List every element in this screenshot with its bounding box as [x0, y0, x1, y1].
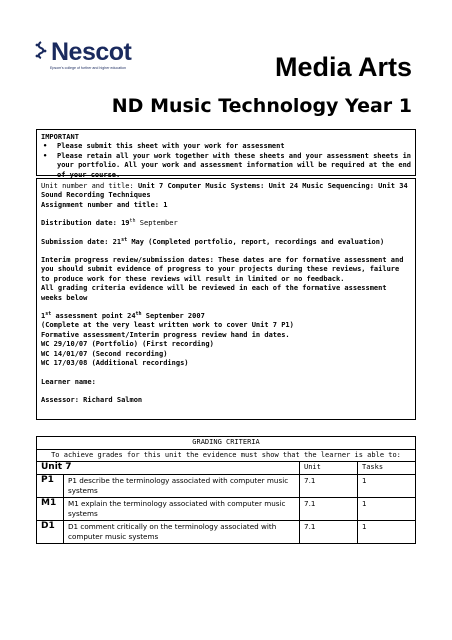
- interim-text: Interim progress review/submission dates: These dates are for formative assessment and you should submit evidence of progress to your projects during these reviews, failure to produce work for these reviews will result in limited or no feedback.: [41, 256, 404, 283]
- course-title: ND Music Technology Year 1: [111, 95, 412, 117]
- nescot-emblem-icon: [33, 40, 49, 66]
- formative-line: Formative assessment/Interim progress review hand in dates.: [41, 330, 290, 339]
- unit-value: Unit 7 Computer Music Systems: Unit 24 Music Sequencing: Unit 34 Sound Recording Techniques: [41, 182, 408, 200]
- grading-header-row: [37, 462, 416, 475]
- criterion-unit: 7.1: [300, 520, 358, 543]
- column-unit-header: Unit: [300, 462, 358, 475]
- assessor-label: Assessor: Richard Salmon: [41, 395, 143, 404]
- criterion-unit: 7.1: [300, 497, 358, 520]
- distribution-date: Distribution date: 19th September: [41, 218, 178, 228]
- important-box: [36, 129, 416, 179]
- table-row: [37, 497, 416, 520]
- criterion-tasks: 1: [358, 474, 416, 497]
- criterion-code: M1: [37, 497, 64, 520]
- learner-name-label: Learner name:: [41, 377, 96, 386]
- column-tasks-header: Tasks: [358, 462, 416, 475]
- assignment-line: Assignment number and title: 1: [41, 200, 168, 209]
- criterion-description: P1 describe the terminology associated with computer music systems: [64, 474, 300, 497]
- grading-title-row: [37, 437, 416, 450]
- unit-line: [41, 182, 411, 201]
- important-list: [41, 142, 411, 180]
- unit-label: Unit number and title:: [41, 182, 134, 190]
- table-row: [37, 474, 416, 497]
- assignment-box: [36, 178, 416, 420]
- criterion-description: D1 comment critically on the terminology associated with computer music systems: [64, 520, 300, 543]
- grading-note: All grading criteria evidence will be reviewed in each of the formative assessment weeks below: [41, 284, 387, 302]
- criterion-code: P1: [37, 474, 64, 497]
- important-heading: IMPORTANT: [41, 133, 79, 141]
- assessment-point: 1st assessment point 24th September 2007: [41, 311, 205, 321]
- grading-title: GRADING CRITERIA: [37, 437, 416, 450]
- criterion-unit: 7.1: [300, 474, 358, 497]
- important-item: • Please submit this sheet with your work for assessment: [41, 142, 411, 151]
- criterion-description: M1 explain the terminology associated with computer music systems: [64, 497, 300, 520]
- wc-line: WC 29/10/07 (Portfolio) (First recording): [41, 340, 214, 349]
- table-row: [37, 520, 416, 543]
- important-item: • Please retain all your work together with these sheets and your assessment sheets in your portfolio. All your work and assessment information will be required at the end of your course.: [41, 152, 411, 180]
- unit-heading: Unit 7: [37, 462, 300, 475]
- grading-intro-row: [37, 449, 416, 462]
- assessment-point-note: (Complete at the very least written work to cover Unit 7 P1): [41, 321, 294, 330]
- grading-criteria-table: [36, 436, 416, 544]
- grading-intro: To achieve grades for this unit the evidence must show that the learner is able to:: [37, 449, 416, 462]
- wc-line: WC 17/03/08 (Additional recordings): [41, 359, 189, 368]
- wc-line: WC 14/01/07 (Second recording): [41, 349, 168, 358]
- nescot-logo: [33, 40, 183, 76]
- criterion-tasks: 1: [358, 497, 416, 520]
- criterion-tasks: 1: [358, 520, 416, 543]
- logo-wordmark: Nescot: [51, 38, 132, 66]
- department-title: Media Arts: [274, 52, 412, 82]
- criterion-code: D1: [37, 520, 64, 543]
- logo-tagline: Epsom's college of further and higher education: [50, 66, 127, 70]
- submission-date: Submission date: 21st May (Completed portfolio, report, recordings and evaluation): [41, 236, 385, 246]
